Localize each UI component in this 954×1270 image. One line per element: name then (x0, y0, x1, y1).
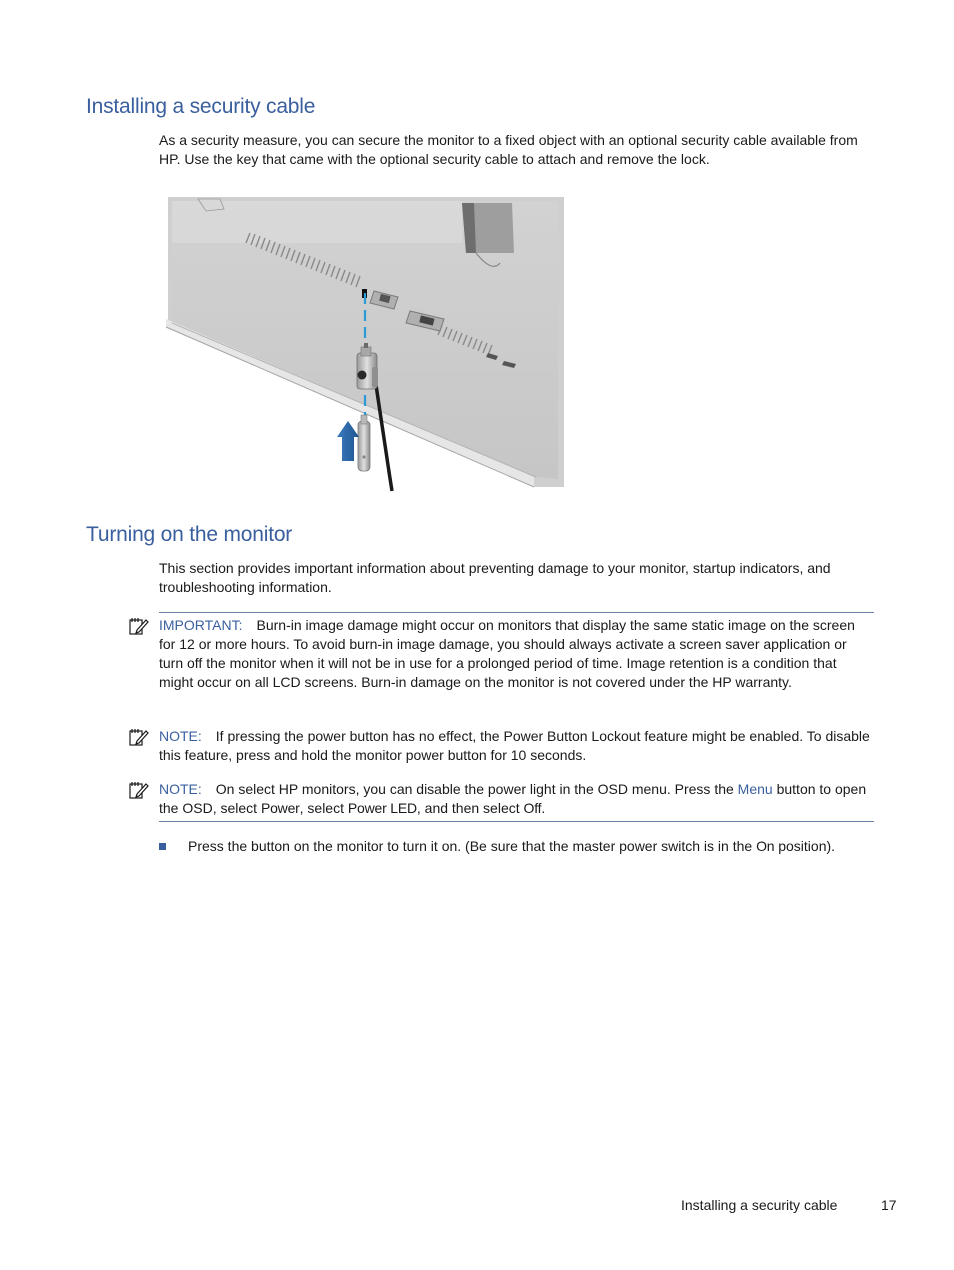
note-text: , and then select (416, 800, 524, 816)
menu-link[interactable]: Menu (737, 781, 773, 797)
security-cable-illustration (162, 193, 570, 495)
power-term: Power (260, 800, 300, 816)
note-text: , select (299, 800, 348, 816)
power-led-term: Power LED (347, 800, 417, 816)
off-term: Off (523, 800, 542, 816)
important-callout (159, 616, 874, 692)
note-callout-1 (159, 727, 874, 765)
page-number: 17 (881, 1197, 897, 1213)
important-text: Burn-in image damage might occur on monitors that display the same static image on the screen for 12 or more hours. To avoid burn-in image damage, you should always activate a screen saver application or turn off the monitor when it will not be in use for a prolonged period of time. Image retention is a condition that might occur on all LCD screens. Burn-in damage on the monitor is not covered under the HP warranty. (159, 617, 855, 690)
on-term: On (756, 838, 775, 854)
section-heading-security-cable: Installing a security cable (86, 95, 316, 118)
callout-bottom-rule (159, 821, 874, 822)
note-label: NOTE: (159, 728, 202, 744)
note-pencil-icon (129, 781, 149, 799)
footer-section-title: Installing a security cable (681, 1197, 838, 1213)
step-text: Press the button on the monitor to turn it on. (Be sure that the master power switch is in the On position). (188, 838, 836, 854)
note-pencil-icon (129, 617, 149, 635)
section-heading-turning-on: Turning on the monitor (86, 523, 293, 546)
important-label: IMPORTANT: (159, 617, 243, 633)
note-text: If pressing the power button has no effect, the Power Button Lockout feature might be enabled. To disable this feature, press and hold the monitor power button for 10 seconds. (159, 728, 870, 763)
bullet-square-icon (159, 843, 166, 850)
note-text: On select HP monitors, you can disable the power light in the OSD menu. Press the (215, 781, 738, 797)
note-label: NOTE: (159, 781, 202, 797)
note-pencil-icon (129, 728, 149, 746)
turning-on-intro: This section provides important information about preventing damage to your monitor, startup indicators, and troubleshooting information. (159, 560, 831, 595)
callout-top-rule (159, 612, 874, 613)
note-callout-2 (159, 780, 874, 818)
note-text: button to open the OSD, select (159, 781, 867, 816)
note-text: . (541, 800, 546, 816)
security-cable-intro: As a security measure, you can secure the monitor to a fixed object with an optional security cable available from HP. Use the key that came with the optional security cable to attach and remove the lock. (159, 132, 858, 167)
